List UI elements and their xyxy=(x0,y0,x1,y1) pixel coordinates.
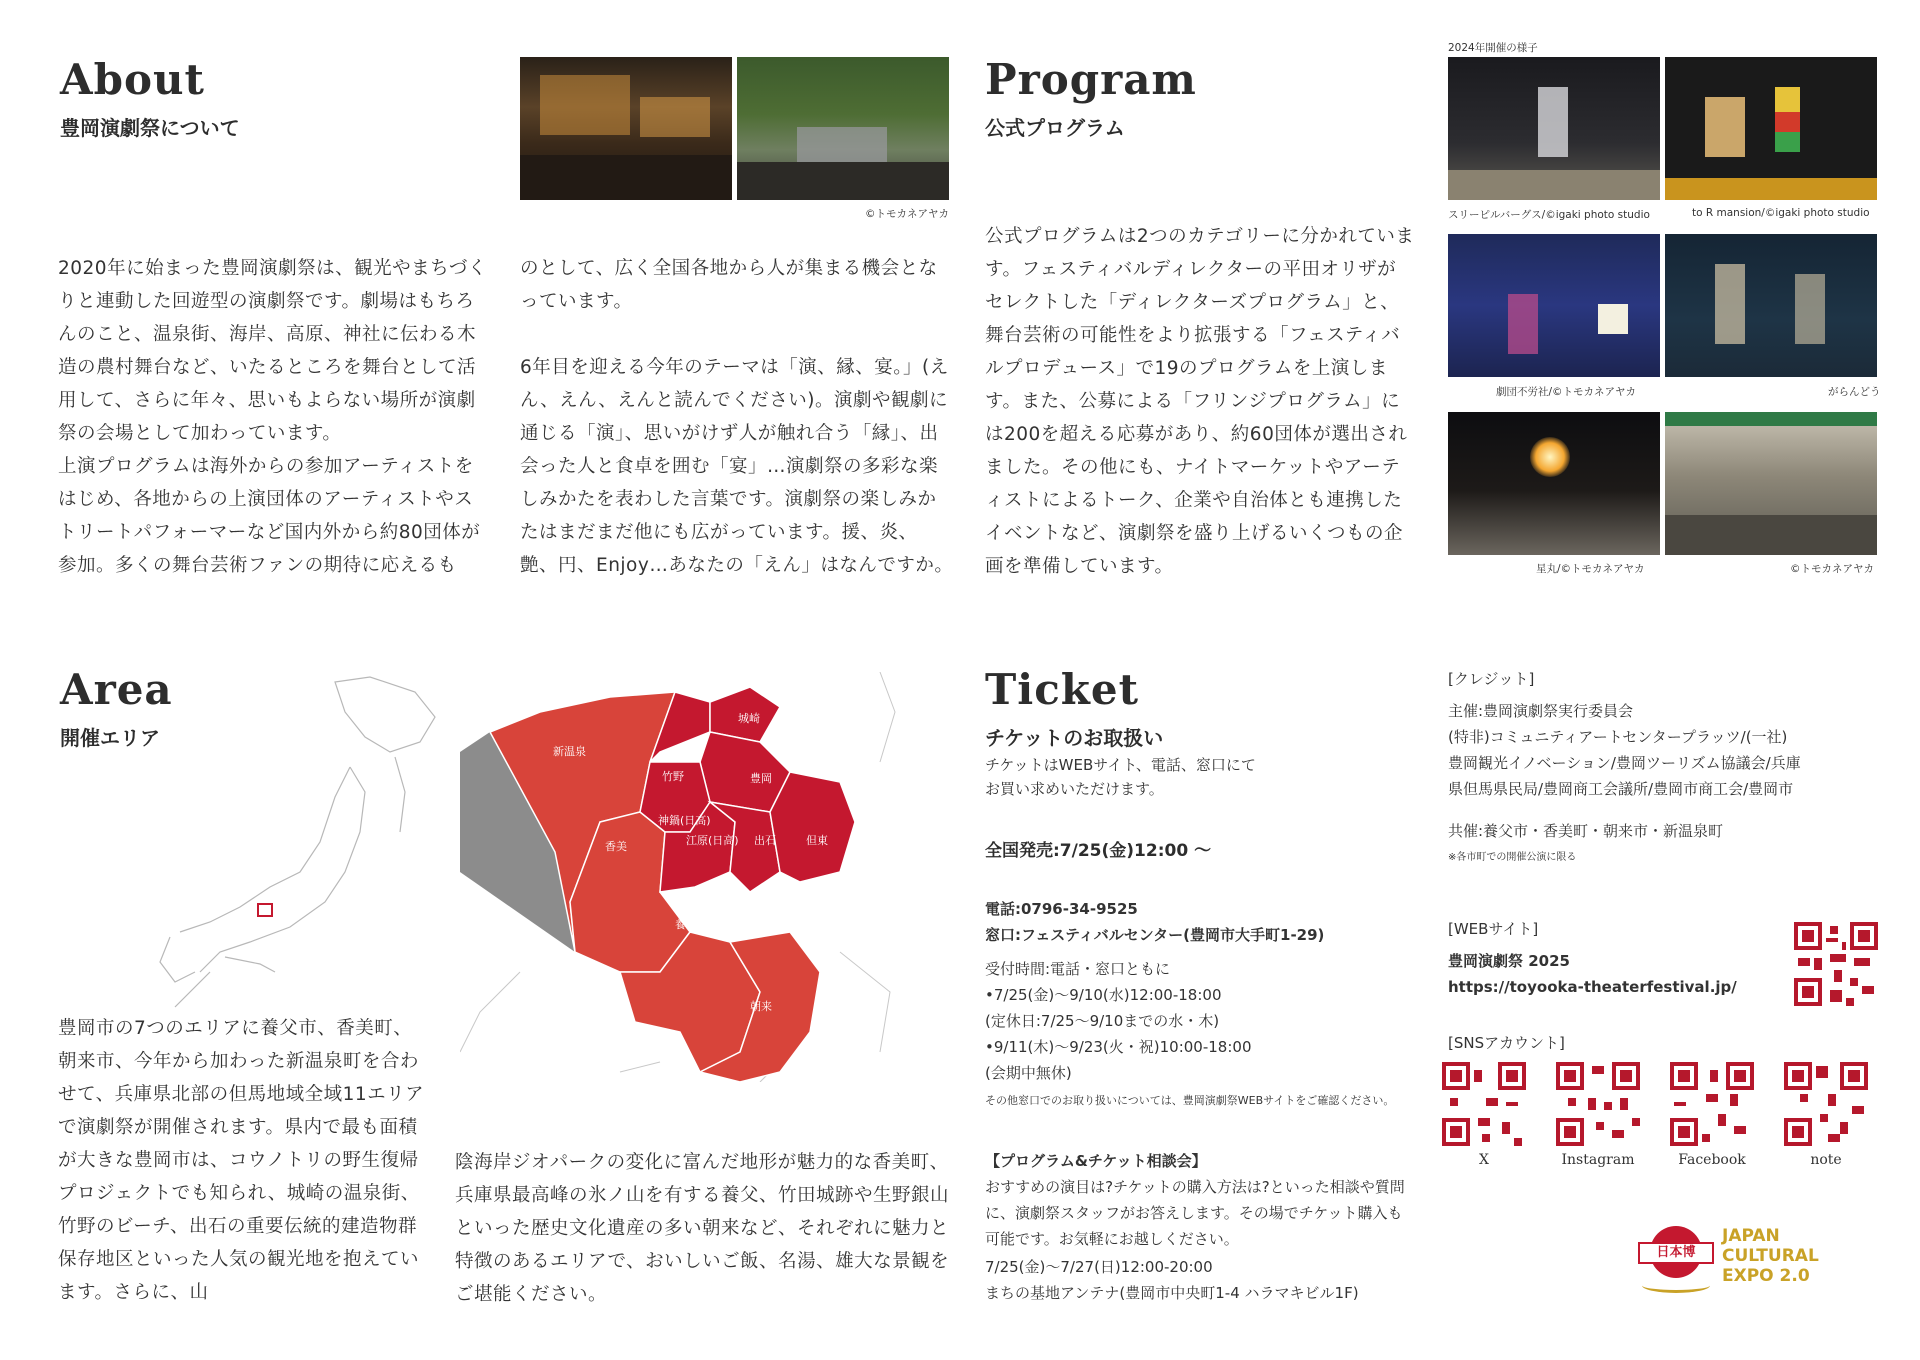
ticket-phone: 電話:0796-34-9525 xyxy=(985,900,1138,918)
sns-x-qr-code[interactable] xyxy=(1442,1062,1526,1146)
about-photo-night-street xyxy=(520,57,732,200)
about-paragraph: 2020年に始まった豊岡演劇祭は、観光やまちづくりと連動した回遊型の演劇祭です。劇場はもちろんのこと、温泉街、海岸、高原、神社に伝わる木造の農村舞台など、いたるところを舞台として活用して、さらに年々、思いもよらない場所が演劇祭の会場として加わっています。 xyxy=(58,258,487,444)
about-paragraph: 6年目を迎える今年のテーマは「演、縁、宴。」(えん、えん、えんと読んでください)。演劇や観劇に通じる「演」、思いがけず人が触れ合う「縁」、出会った人と食卓を囲む「宴」…演劇祭の多彩な楽しみかたを表わした言葉です。演劇祭の楽しみかたはまだまだ他にも広がっています。援、炎、艶、円、Enjoy…あなたの「えん」はなんですか。 xyxy=(520,357,954,576)
map-label-kannabe: 神鍋(日高) xyxy=(658,814,711,827)
ticket-title: Ticket xyxy=(985,665,1140,714)
consult-date: 7/25(金)〜7/27(日)12:00-20:00 xyxy=(985,1258,1213,1276)
program-caption-6: ©トモカネアヤカ xyxy=(1790,563,1874,575)
about-subtitle: 豊岡演劇祭について xyxy=(60,116,240,140)
tajima-region-map xyxy=(460,672,900,1082)
credit-cohost: 共催:養父市・香美町・朝来市・新温泉町 xyxy=(1448,822,1724,840)
ticket-hours-label: 受付時間:電話・窓口ともに xyxy=(985,960,1171,978)
sns-label-x: X xyxy=(1479,1152,1489,1168)
about-paragraph: のとして、広く全国各地から人が集まる機会となっています。 xyxy=(520,258,938,312)
japan-map-highlight-box xyxy=(258,904,272,916)
ticket-hours-2-note: (会期中無休) xyxy=(985,1064,1072,1082)
map-label-kami: 香美 xyxy=(605,840,627,853)
program-caption-1: スリーピルバーグス/©igaki photo studio xyxy=(1448,209,1650,221)
expo-line-1: JAPAN xyxy=(1722,1226,1780,1246)
program-caption-3: 劇団不労社/©トモカネアヤカ xyxy=(1496,386,1637,398)
area-text-col2: 陰海岸ジオパークの変化に富んだ地形が魅力的な香美町、兵庫県最高峰の氷ノ山を有する養父、竹田城跡や生野銀山といった歴史文化遺産の多い朝来など、それぞれに魅力と特徴のあるエリアで、おいしいご飯、名湯、雄大な景観をご堪能ください。 xyxy=(455,1152,950,1305)
program-photo-3 xyxy=(1448,234,1660,377)
ticket-intro-2: お買い求めいただけます。 xyxy=(985,780,1164,798)
program-photo-4 xyxy=(1665,234,1877,377)
web-site-url[interactable]: https://toyooka-theaterfestival.jp/ xyxy=(1448,978,1737,996)
area-subtitle: 開催エリア xyxy=(60,726,160,750)
area-text-col1: 豊岡市の7つのエリアに養父市、香美町、朝来市、今年から加わった新温泉町を合わせて、兵庫県北部の但馬地域全域11エリアで演劇祭が開催されます。県内で最も面積が大きな豊岡市は、コウノトリの野生復帰プロジェクトでも知られ、城崎の温泉街、竹野のビーチ、出石の重要伝統的建造物群保存地区といった人気の観光地を抱えています。さらに、山 xyxy=(58,1018,425,1303)
program-subtitle: 公式プログラム xyxy=(985,116,1125,140)
sns-instagram-qr-code[interactable] xyxy=(1556,1062,1640,1146)
about-text-col2 xyxy=(520,252,955,582)
program-photo-5 xyxy=(1448,412,1660,555)
web-qr-code[interactable] xyxy=(1794,922,1878,1006)
map-label-ebara: 江原(日高) xyxy=(686,834,739,847)
ticket-hours-2: •9/11(木)〜9/23(火・祝)10:00-18:00 xyxy=(985,1038,1252,1056)
web-site-name: 豊岡演劇祭 2025 xyxy=(1448,952,1570,970)
map-label-kinosaki: 城崎 xyxy=(738,712,760,725)
map-label-izushi: 出石 xyxy=(754,834,776,847)
sns-section-title: [SNSアカウント] xyxy=(1448,1034,1565,1052)
ticket-note: その他窓口でのお取り扱いについては、豊岡演劇祭WEBサイトをご確認ください。 xyxy=(985,1094,1395,1107)
about-title: About xyxy=(60,55,205,104)
program-caption-5: 星丸/©トモカネアヤカ xyxy=(1536,563,1645,575)
credit-cohost-note: ※各市町での開催公演に限る xyxy=(1448,852,1577,863)
sns-label-instagram: Instagram xyxy=(1561,1152,1635,1168)
ticket-hours-1-note: (定休日:7/25〜9/10までの水・木) xyxy=(985,1012,1220,1030)
program-caption-4: がらんどう xyxy=(1828,386,1881,398)
sns-label-note: note xyxy=(1810,1152,1842,1168)
consult-text: おすすめの演目は?チケットの購入方法は?といった相談や質問に、演劇祭スタッフがお答えします。その場でチケット購入も可能です。お気軽にお越しください。 xyxy=(985,1178,1405,1248)
about-photo-credit: ©トモカネアヤカ xyxy=(865,208,949,220)
program-caption-2: to R mansion/©igaki photo studio xyxy=(1692,207,1870,219)
program-title: Program xyxy=(985,55,1197,104)
ticket-sale-date: 全国発売:7/25(金)12:00 〜 xyxy=(985,841,1212,861)
map-label-tanto: 但東 xyxy=(806,834,828,847)
map-area-tanto xyxy=(770,772,855,882)
map-label-shinonsen: 新温泉 xyxy=(553,745,586,758)
credit-line: 県但馬県民局/豊岡商工会議所/豊岡市商工会/豊岡市 xyxy=(1448,780,1794,798)
consult-title: 【プログラム&チケット相談会】 xyxy=(985,1152,1207,1170)
area-title: Area xyxy=(60,665,173,714)
about-photo-outdoor-stage xyxy=(737,57,949,200)
map-label-asago: 朝来 xyxy=(750,1000,772,1013)
sns-facebook-qr-code[interactable] xyxy=(1670,1062,1754,1146)
ticket-subtitle: チケットのお取扱い xyxy=(985,726,1164,750)
expo-logo-mark xyxy=(1636,1222,1716,1294)
expo-line-3: EXPO 2.0 xyxy=(1722,1266,1810,1286)
sns-label-facebook: Facebook xyxy=(1678,1152,1746,1168)
sns-note-qr-code[interactable] xyxy=(1784,1062,1868,1146)
ticket-intro-1: チケットはWEBサイト、電話、窓口にて xyxy=(985,756,1256,774)
credit-line: 豊岡観光イノベーション/豊岡ツーリズム協議会/兵庫 xyxy=(1448,754,1801,772)
about-paragraph: 上演プログラムは海外からの参加アーティストをはじめ、各地からの上演団体のアーティストやストリートパフォーマーなど国内外から約80団体が参加。多くの舞台芸術ファンの期待に応えるも xyxy=(58,456,481,576)
ticket-hours-1: •7/25(金)〜9/10(水)12:00-18:00 xyxy=(985,986,1222,1004)
web-section-title: [WEBサイト] xyxy=(1448,920,1539,938)
expo-line-2: CULTURAL xyxy=(1722,1246,1819,1266)
credit-line: (特非)コミュニティアートセンタープラッツ/(一社) xyxy=(1448,728,1788,746)
map-label-takeno: 竹野 xyxy=(662,770,684,783)
ticket-counter: 窓口:フェスティバルセンター(豊岡市大手町1-29) xyxy=(985,926,1325,944)
consult-place: まちの基地アンテナ(豊岡市中央町1-4 ハラマキビル1F) xyxy=(985,1284,1359,1302)
expo-logo-wordmark xyxy=(1722,1226,1819,1286)
program-photo-2 xyxy=(1665,57,1877,200)
map-label-yabu: 養父 xyxy=(675,918,697,931)
program-photo-6 xyxy=(1665,412,1877,555)
credit-title: [クレジット] xyxy=(1448,670,1535,688)
japan-map xyxy=(150,672,450,1012)
expo-logo-text: 日本博 xyxy=(1638,1242,1714,1264)
credit-organizer: 主催:豊岡演劇祭実行委員会 xyxy=(1448,702,1634,720)
program-photos-label: 2024年開催の様子 xyxy=(1448,42,1538,54)
program-photo-1 xyxy=(1448,57,1660,200)
program-text: 公式プログラムは2つのカテゴリーに分かれています。フェスティバルディレクターの平田オリザがセレクトした「ディレクターズプログラム」と、舞台芸術の可能性をより拡張する「フェスティバルプロデュース」で19のプログラムを上演します。また、公募による「フリンジプログラム」には200を超える応募があり、約60団体が選出されました。その他にも、ナイトマーケットやアーティストによるトーク、企業や自治体とも連携したイベントなど、演劇祭を盛り上げるいくつもの企画を準備しています。 xyxy=(985,226,1415,577)
about-text-col1 xyxy=(58,252,488,582)
map-label-toyooka: 豊岡 xyxy=(750,772,772,785)
